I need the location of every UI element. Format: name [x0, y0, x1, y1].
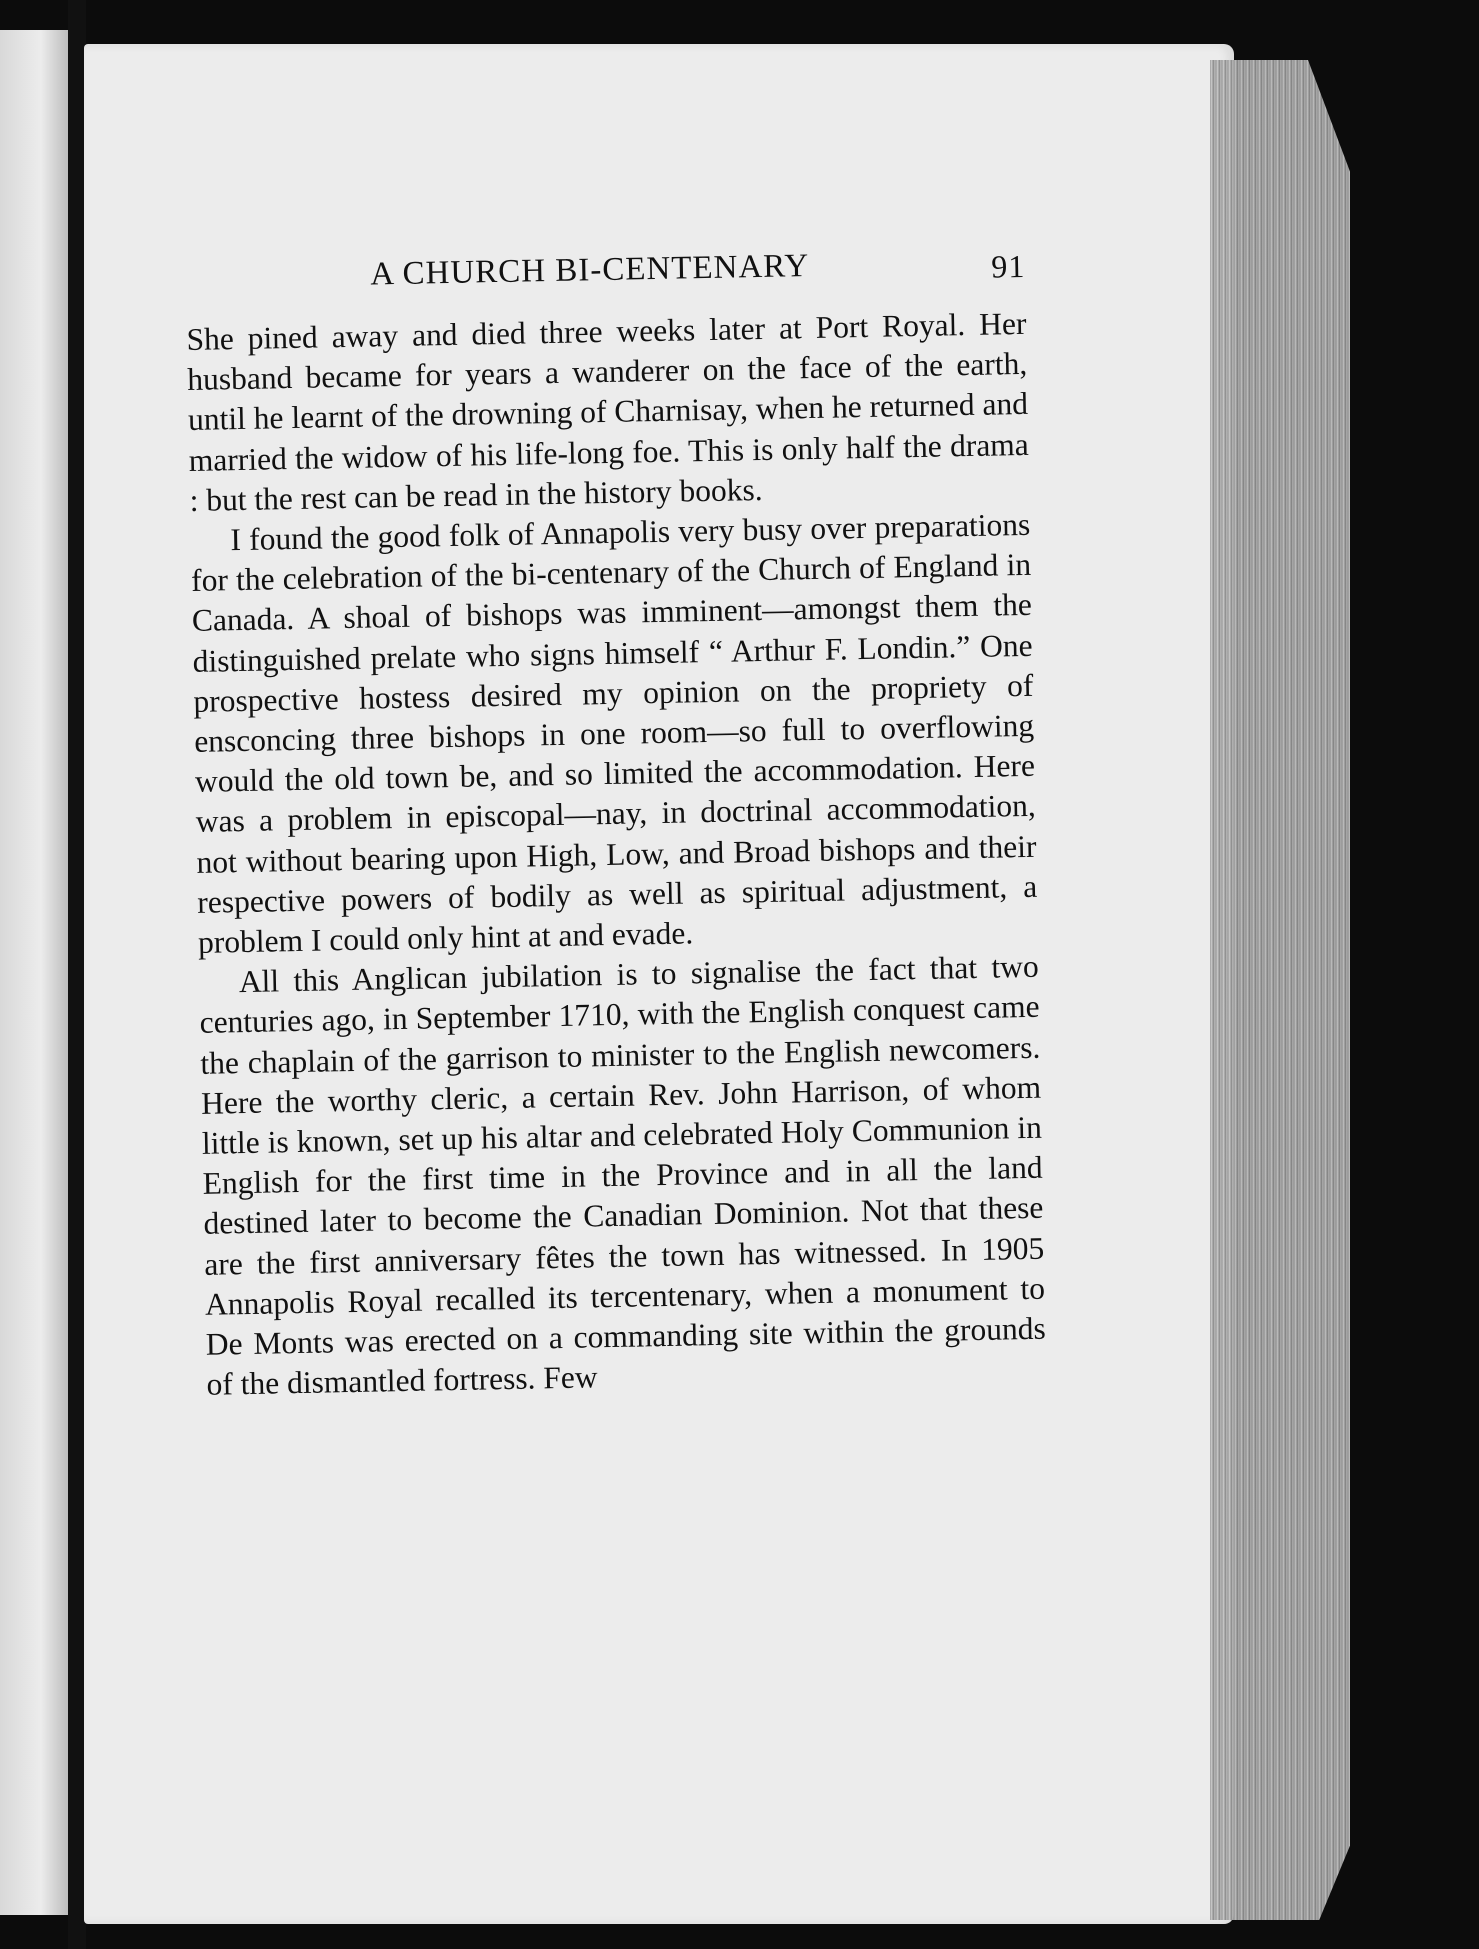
- page-edges: [1210, 60, 1350, 1920]
- paragraph-1: She pined away and died three weeks later at Port Royal. Her husband became for years a wanderer on the face of the earth, until he learnt of the drowning of Charnisay, when he returned and married the widow of his life-long foe. This is only half the drama : but the rest can be read in the history books.: [186, 305, 1030, 518]
- page-number: 91: [990, 247, 1026, 285]
- facing-page-edge: [0, 30, 68, 1915]
- paragraph-2: I found the good folk of Annapolis very busy over preparations for the celebration of the bi-centenary of the Church of England in Canada. A shoal of bishops was imminent—amongst them the distinguished prelate who signs himself “ Arthur F. Londin.” One prospective hostess desired my opinion on the propriety of ensconcing three bishops in one room—so full to overflowing would the old town be, and so limited the accommodation. Here was a problem in episcopal—nay, in doctrinal accommodation, not without bearing upon High, Low, and Broad bishops and their respective powers of bodily as well as spiritual adjustment, a problem I could only hint at and evade.: [190, 506, 1038, 960]
- paragraph-3: All this Anglican jubilation is to signalise the fact that two centuries ago, in September 1710, with the English conquest came the chaplain of the garrison to minister to the English newcomers. Here the worthy cleric, a certain Rev. John Harrison, of whom little is known, set up his altar and celebrated Holy Communion in English for the first time in the Province and in all the land destined later to become the Canadian Dominion. Not that these are the first anniversary fêtes the town has witnessed. In 1905 Annapolis Royal recalled its tercentenary, when a monument to De Monts was erected on a commanding site within the grounds of the dismantled fortress. Few: [199, 948, 1047, 1403]
- page-text-block: [185, 244, 1047, 1405]
- running-head-title: A CHURCH BI-CENTENARY: [369, 248, 810, 293]
- body-text: [186, 304, 1047, 1405]
